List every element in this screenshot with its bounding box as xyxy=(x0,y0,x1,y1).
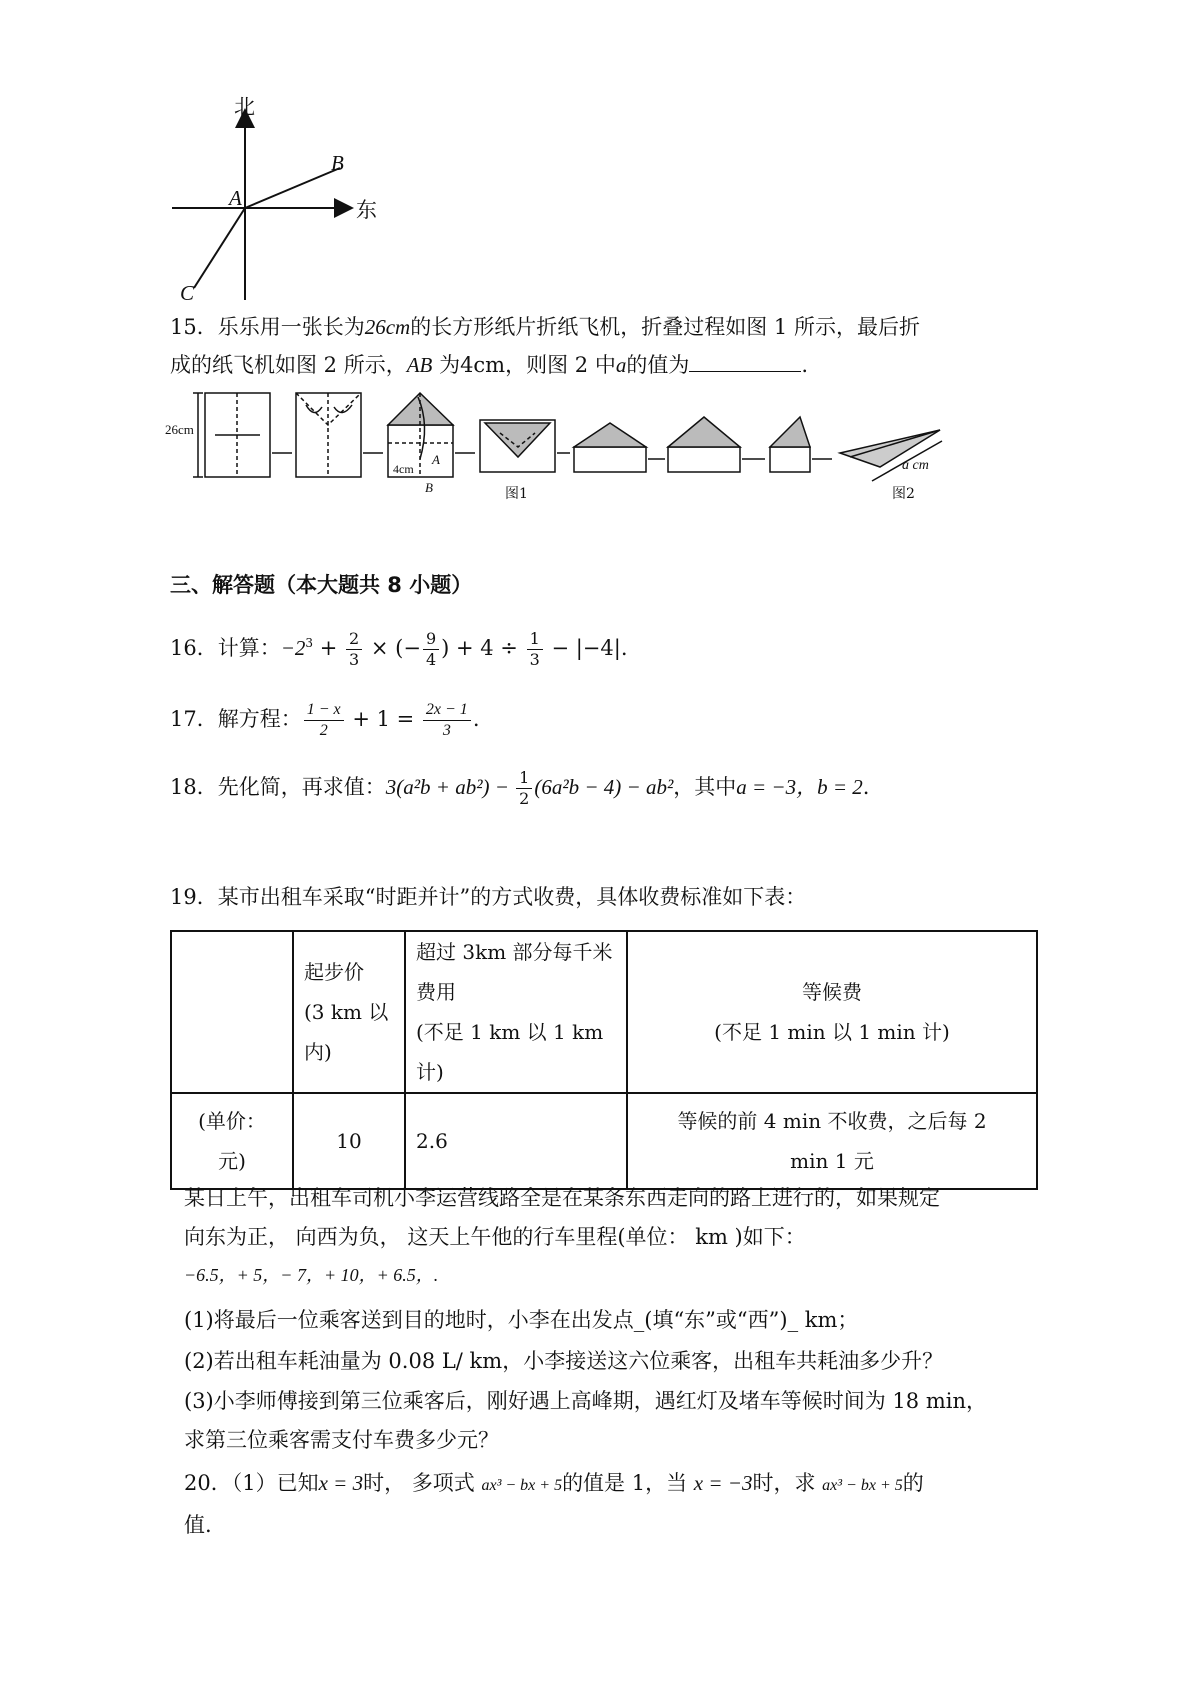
q19-s3a: (3)小李师傅接到第三位乘客后，刚好遇上高峰期，遇红灯及堵车等候时间为 18 min， xyxy=(184,1389,987,1413)
q19-s2: (2)若出租车耗油量为 0.08 L/ km，小李接送这六位乘客，出租车共耗油多少升？ xyxy=(184,1349,944,1373)
q17: 17．解方程： $\frac{1 - x}{2}$ + 1 = $\frac{2x - 1}{3}$ . xyxy=(170,701,480,739)
point-a-label: A xyxy=(229,186,242,210)
fee-table xyxy=(170,930,1038,1190)
q19-p1: 某日上午，出租车司机小李运营线路全是在某条东西走向的路上进行的，如果规定 xyxy=(184,1186,940,1210)
fold-ab-label: 4cm xyxy=(393,462,414,476)
table-cell: 起步价 (3 km 以 内) xyxy=(293,931,405,1093)
answer-blank[interactable] xyxy=(689,351,801,372)
table-cell: 等候的前 4 min 不收费，之后每 2 min 1 元 xyxy=(627,1093,1037,1189)
table-cell: 10 xyxy=(293,1093,405,1189)
ray-ac xyxy=(194,208,245,288)
q18: 18．先化简，再求值：3(a²b + ab²) − $\frac{1}{2}$ (6a²b − 4) − ab²，其中a = −3，b = 2. xyxy=(170,768,870,808)
table-cell: 2.6 xyxy=(405,1093,627,1189)
east-label: 东 xyxy=(356,198,377,222)
fold-side-label: 26cm xyxy=(165,422,194,437)
fold-point-b: B xyxy=(425,480,433,495)
table-cell: (单价： 元) xyxy=(171,1093,293,1189)
q15-line1: 15．乐乐用一张长为26cm的长方形纸片折纸飞机，折叠过程如图 1 所示，最后折 xyxy=(170,315,920,339)
table-cell: 等候费 (不足 1 min 以 1 min 计) xyxy=(627,931,1037,1093)
q16: 16．计算：$-2^3$ + $\frac{2}{3}$ × (− $\frac{9}{4}$ ) + 4 ÷ $\frac{1}{3}$ − |−4|. xyxy=(170,629,628,669)
ray-ab xyxy=(245,168,340,208)
table-cell xyxy=(171,931,293,1093)
section3-title: 三、解答题（本大题共 8 小题） xyxy=(170,573,473,597)
fig1-caption: 图1 xyxy=(505,486,528,502)
table-row xyxy=(171,1093,1037,1189)
q19-s3b: 求第三位乘客需支付车费多少元？ xyxy=(184,1428,499,1452)
fold-a-cm: a cm xyxy=(902,458,929,473)
north-label: 北 xyxy=(234,95,255,119)
compass-diagram xyxy=(160,90,420,330)
q20-line1: 20．（1）已知x = 3时， 多项式 ax³ − bx + 5的值是 1，当 x = −3时，求 ax³ − bx + 5的 xyxy=(184,1471,924,1495)
q19-mileage: −6.5，+ 5，− 7，+ 10，+ 6.5，. xyxy=(184,1265,439,1285)
table-cell: 超过 3km 部分每千米 费用 (不足 1 km 以 1 km 计) xyxy=(405,931,627,1093)
table-row xyxy=(171,931,1037,1093)
point-c-label: C xyxy=(180,281,195,305)
q15-line2: 成的纸飞机如图 2 所示，AB 为4cm，则图 2 中a的值为 . xyxy=(170,353,809,377)
q19-s1: (1)将最后一位乘客送到目的地时，小李在出发点_(填“东”或“西”)_ km； xyxy=(184,1308,859,1332)
fig2-caption: 图2 xyxy=(892,486,915,502)
point-b-label: B xyxy=(331,151,344,175)
fold-point-a: A xyxy=(432,452,440,467)
q19-p2: 向东为正， 向西为负， 这天上午他的行车里程(单位： km )如下： xyxy=(184,1225,806,1249)
q19-intro: 19．某市出租车采取“时距并计”的方式收费，具体收费标准如下表： xyxy=(170,885,807,909)
fold-figure xyxy=(160,385,960,515)
q20-line2: 值. xyxy=(184,1513,212,1537)
